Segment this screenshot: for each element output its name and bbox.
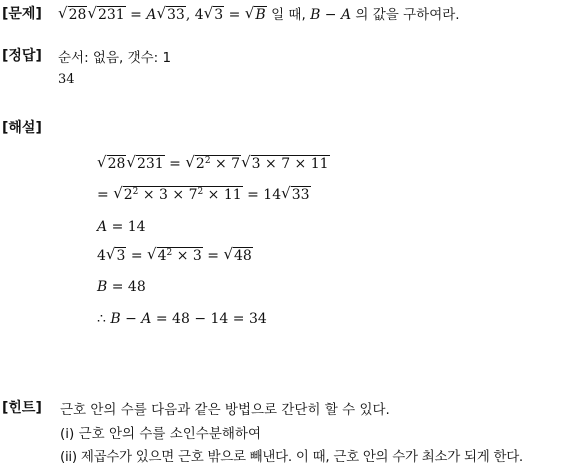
answer-value: 34 (58, 72, 75, 87)
hint-label: [힌트] (2, 400, 42, 416)
explanation-line-2: = √ $2^2 \times 3 \times 7^2 \times 11$ = 14 √ 33 (97, 184, 310, 204)
answer-label: [정답] (2, 48, 42, 64)
explanation-line-5: B = 48 (97, 279, 146, 295)
hint-line-2: (i) 근호 안의 수를 소인수분해하여 (60, 426, 261, 442)
explanation-line-1: √ 28 √ 231 = √ $2^2 \times 7$ √ 3 × 7 × 11 (97, 153, 329, 173)
explanation-label: [해설] (2, 120, 42, 136)
explanation-line-3: A = 14 (97, 219, 146, 235)
hint-line-1: 근호 안의 수를 다음과 같은 방법으로 간단히 할 수 있다. (60, 402, 390, 418)
problem-text: √ 28 √ 231 = A √ 33 , 4 √ 3 = √ B 일 때, B − A 의 값을 구하여라. (58, 3, 460, 23)
answer-meta: 순서: 없음, 갯수: 1 (58, 50, 172, 66)
explanation-line-6: ∴ B − A = 48 − 14 = 34 (97, 311, 267, 327)
explanation-line-4: 4 √ 3 = √ $4^2 \times 3$ = √ 48 (97, 245, 252, 265)
hint-line-3: (ii) 제곱수가 있으면 근호 밖으로 빼낸다. 이 때, 근호 안의 수가 최소가 되게 한다. (60, 449, 523, 465)
problem-label: [문제] (2, 6, 42, 22)
problem-formula: √ 28 √ 231 = A √ 33 , 4 √ 3 = √ B (58, 3, 266, 23)
